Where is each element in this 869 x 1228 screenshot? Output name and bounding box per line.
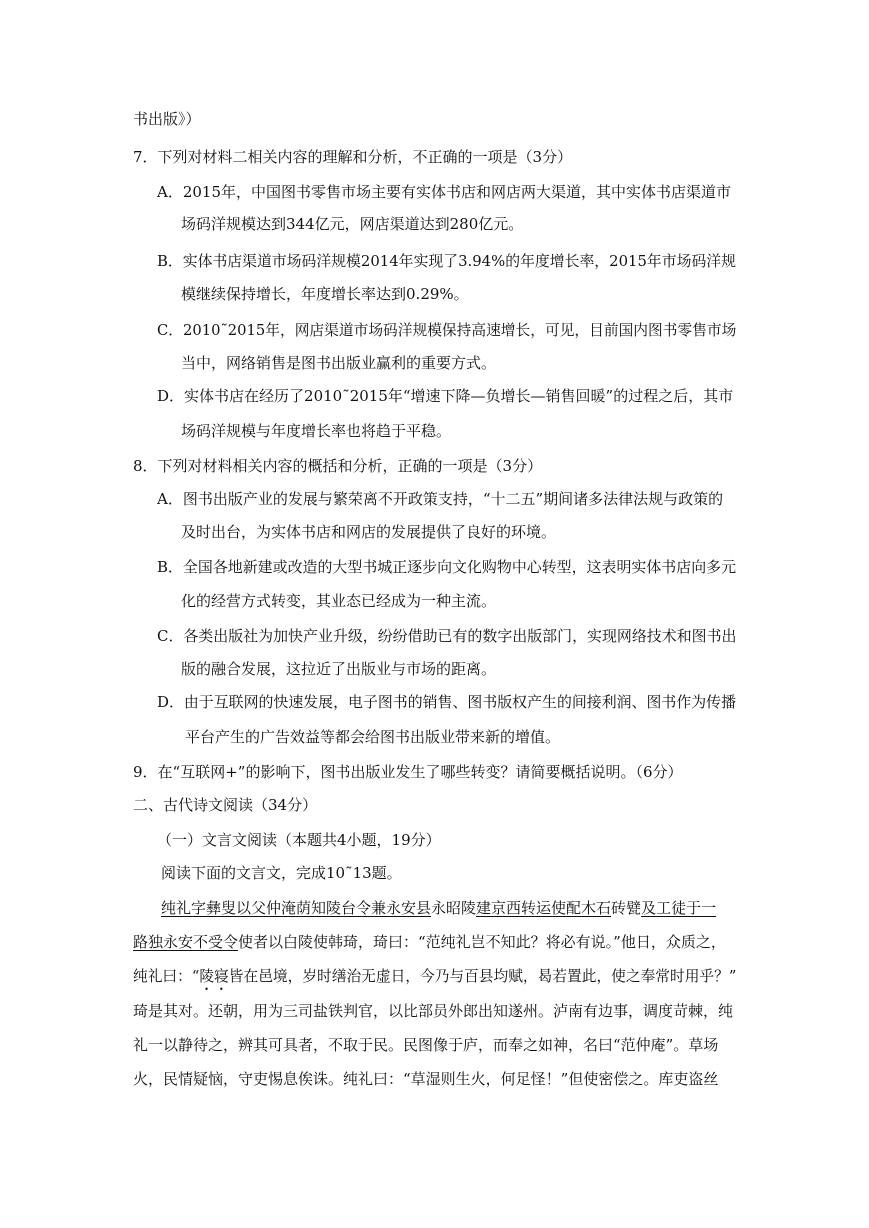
option-7c: C．2010˜2015年，网店渠道市场码洋规模保持高速增长，可见，目前国内图书零售市场 [157,321,737,339]
passage-line-3 [133,965,736,994]
option-8b-cont: 化的经营方式转变，其业态已经成为一种主流。 [181,592,497,610]
question-7: 7．下列对材料二相关内容的理解和分析，不正确的一项是（3分） [133,148,573,166]
option-7b: B．实体书店渠道市场码洋规模2014年实现了3.94%的年度增长率，2015年市场码洋规 [157,252,737,270]
section-heading: 二、古代诗文阅读（34分） [133,796,318,814]
passage-line-2 [133,931,726,953]
passage-line-1 [161,897,716,919]
option-7b-cont: 模继续保持增长，年度增长率达到0.29%。 [181,285,469,303]
text-span: 砖甓 [611,899,642,917]
option-7a-cont: 场码洋规模达到344亿元，网店渠道达到280亿元。 [181,215,524,233]
option-8c: C．各类出版社为加快产业升级，纷纷借助已有的数字出版部门，实现网络技术和图书出 [157,627,737,645]
underlined-phrase: 纯礼字彝叟以父仲淹荫知陵台令兼永安县 [161,899,432,917]
text-line: 书出版》） [133,110,201,128]
option-8a-cont: 及时出台，为实体书店和网店的发展提供了良好的环境。 [181,523,557,541]
text-span: 纯礼曰：“ [133,967,200,985]
option-8d: D．由于互联网的快速发展，电子图书的销售、图书版权产生的间接利润、图书作为传播 [157,693,737,711]
text-span: 永昭陵 [431,899,477,917]
option-8c-cont: 版的融合发展，这拉近了出版业与市场的距离。 [181,660,497,678]
option-7d: D．实体书店在经历了2010˜2015年“增速下降—负增长—销售回暖”的过程之后，其市 [157,387,734,405]
question-9: 9．在“互联网+”的影响下，图书出版业发生了哪些转变？请简要概括说明。（6分） [133,763,683,781]
emphasized-word: 陵寝 [199,967,229,985]
subsection-heading: （一）文言文阅读（本题共4小题，19分） [157,831,441,849]
underlined-phrase: 路独永安不受令 [133,933,239,951]
passage-line-5: 礼一以静待之，辨其可具者，不取于民。民图像于庐，而奉之如神，名曰“范仲庵”。草场 [133,1036,719,1054]
underlined-phrase: 及工徒于一 [641,899,717,917]
passage-line-4: 琦是其对。还朝，用为三司盐铁判官，以比部员外郎出知遂州。泸南有边事，调度苛棘，纯 [133,1002,734,1020]
option-8b: B．全国各地新建或改造的大型书城正逐步向文化购物中心转型，这表明实体书店向多元 [157,558,737,576]
option-7c-cont: 当中，网络销售是图书出版业赢利的重要方式。 [181,354,497,372]
underlined-phrase: 建京西转运使配木石 [476,899,612,917]
option-7a: A．2015年，中国图书零售市场主要有实体书店和网店两大渠道，其中实体书店渠道市 [157,183,732,201]
option-7d-cont: 场码洋规模与年度增长率也将趋于平稳。 [181,422,452,440]
passage-line-6: 火，民情疑恼，守吏惕息俟诛。纯礼曰：“草湿则生火，何足怪！”但使密偿之。库吏盗丝 [133,1070,719,1088]
reading-instruction: 阅读下面的文言文，完成10˜13题。 [161,864,402,882]
option-8d-cont: 平台产生的广告效益等都会给图书出版业带来新的增值。 [185,728,561,746]
text-span: 使者以白陵使韩琦，琦曰：“范纯礼岂不知此？将必有说。”他日，众质之， [238,933,726,951]
text-span: 皆在邑境，岁时缮治无虚日，今乃与百县均赋，曷若置此，使之奉常时用乎？” [228,967,737,985]
option-8a: A．图书出版产业的发展与繁荣离不开政策支持，“十二五”期间诸多法律法规与政策的 [157,490,724,508]
question-8: 8．下列对材料相关内容的概括和分析，正确的一项是（3分） [133,457,543,475]
